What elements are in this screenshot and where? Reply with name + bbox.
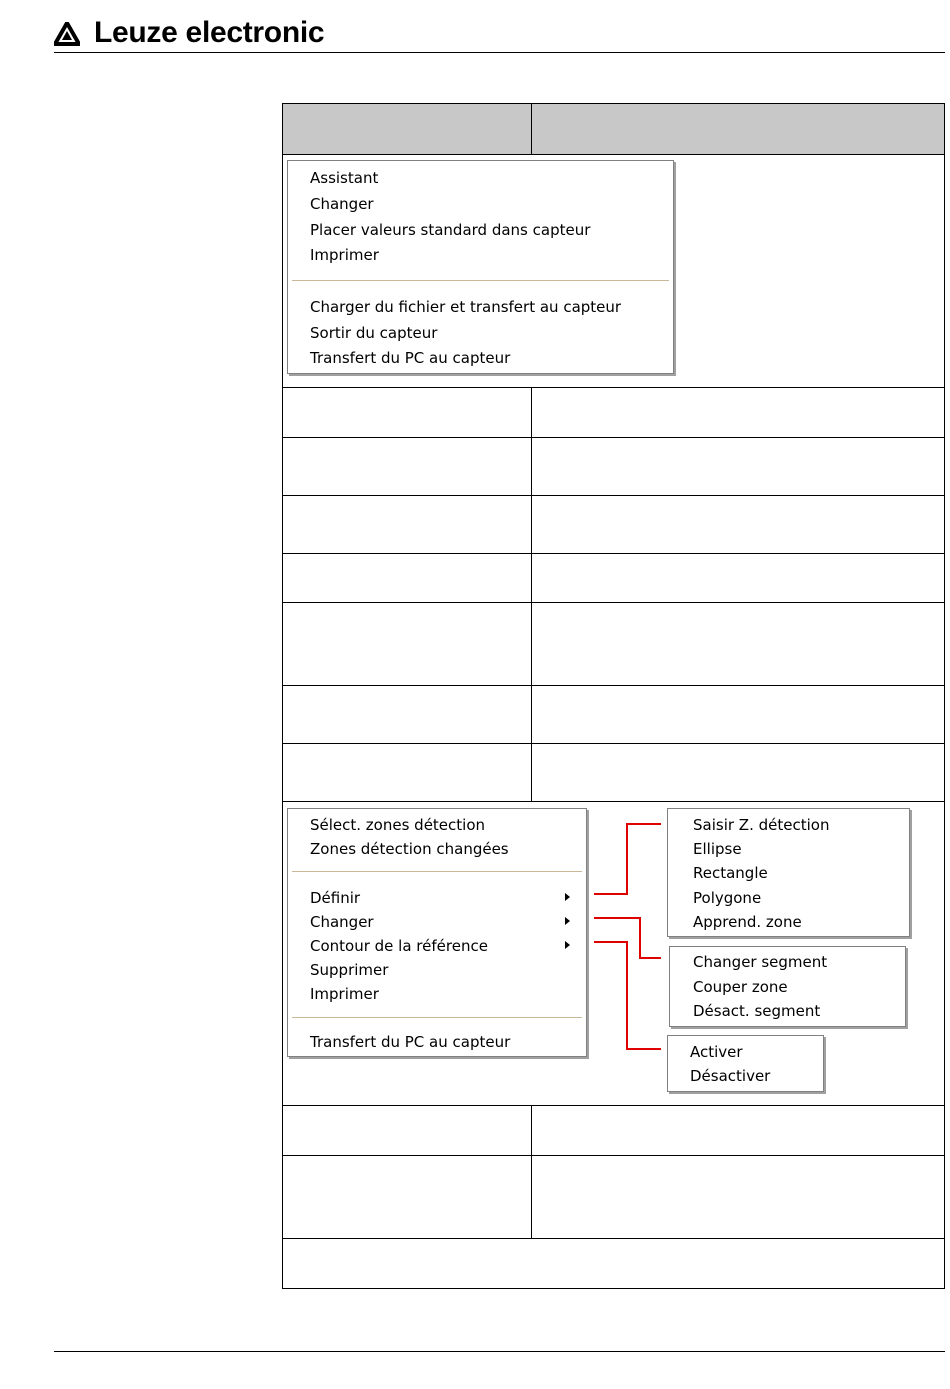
menu-item-rectangle[interactable]: Rectangle xyxy=(693,864,768,882)
menu-item-change[interactable]: Changer xyxy=(310,913,374,931)
menu-item-read-from-sensor[interactable]: Sortir du capteur xyxy=(310,324,438,342)
menu-item-transfer-to-sensor[interactable]: Transfert du PC au capteur xyxy=(310,1033,511,1051)
connector-define xyxy=(594,824,661,894)
menu-item-default-values[interactable]: Placer valeurs standard dans capteur xyxy=(310,221,591,239)
menu-item-teach-zone[interactable]: Apprend. zone xyxy=(693,913,802,931)
menu-item-select-zones[interactable]: Sélect. zones détection xyxy=(310,816,486,834)
menu-item-deactivate-segment[interactable]: Désact. segment xyxy=(693,1002,821,1020)
menu-item-deactivate[interactable]: Désactiver xyxy=(690,1067,771,1085)
menu-item-enter-zone[interactable]: Saisir Z. détection xyxy=(693,816,830,834)
footer-rule xyxy=(54,1351,945,1352)
menu-item-changer[interactable]: Changer xyxy=(310,195,374,213)
menu-item-activate[interactable]: Activer xyxy=(690,1043,743,1061)
menu-item-reference-contour[interactable]: Contour de la référence xyxy=(310,937,488,955)
menu-item-print[interactable]: Imprimer xyxy=(310,246,379,264)
menu-item-assistant[interactable]: Assistant xyxy=(310,169,379,187)
menu-item-polygon[interactable]: Polygone xyxy=(693,889,762,907)
menu-item-delete[interactable]: Supprimer xyxy=(310,961,389,979)
menu-item-cut-zone[interactable]: Couper zone xyxy=(693,978,788,996)
menu-item-define[interactable]: Définir xyxy=(310,889,361,907)
menu-item-load-from-file[interactable]: Charger du fichier et transfert au capteur xyxy=(310,298,622,316)
menu-item-transfer-to-sensor[interactable]: Transfert du PC au capteur xyxy=(310,349,511,367)
menu-item-changed-zones[interactable]: Zones détection changées xyxy=(310,840,509,858)
menu-item-change-segment[interactable]: Changer segment xyxy=(693,953,828,971)
brand-name: Leuze electronic xyxy=(94,16,325,49)
menu-item-print[interactable]: Imprimer xyxy=(310,985,379,1003)
menu-item-ellipse[interactable]: Ellipse xyxy=(693,840,742,858)
